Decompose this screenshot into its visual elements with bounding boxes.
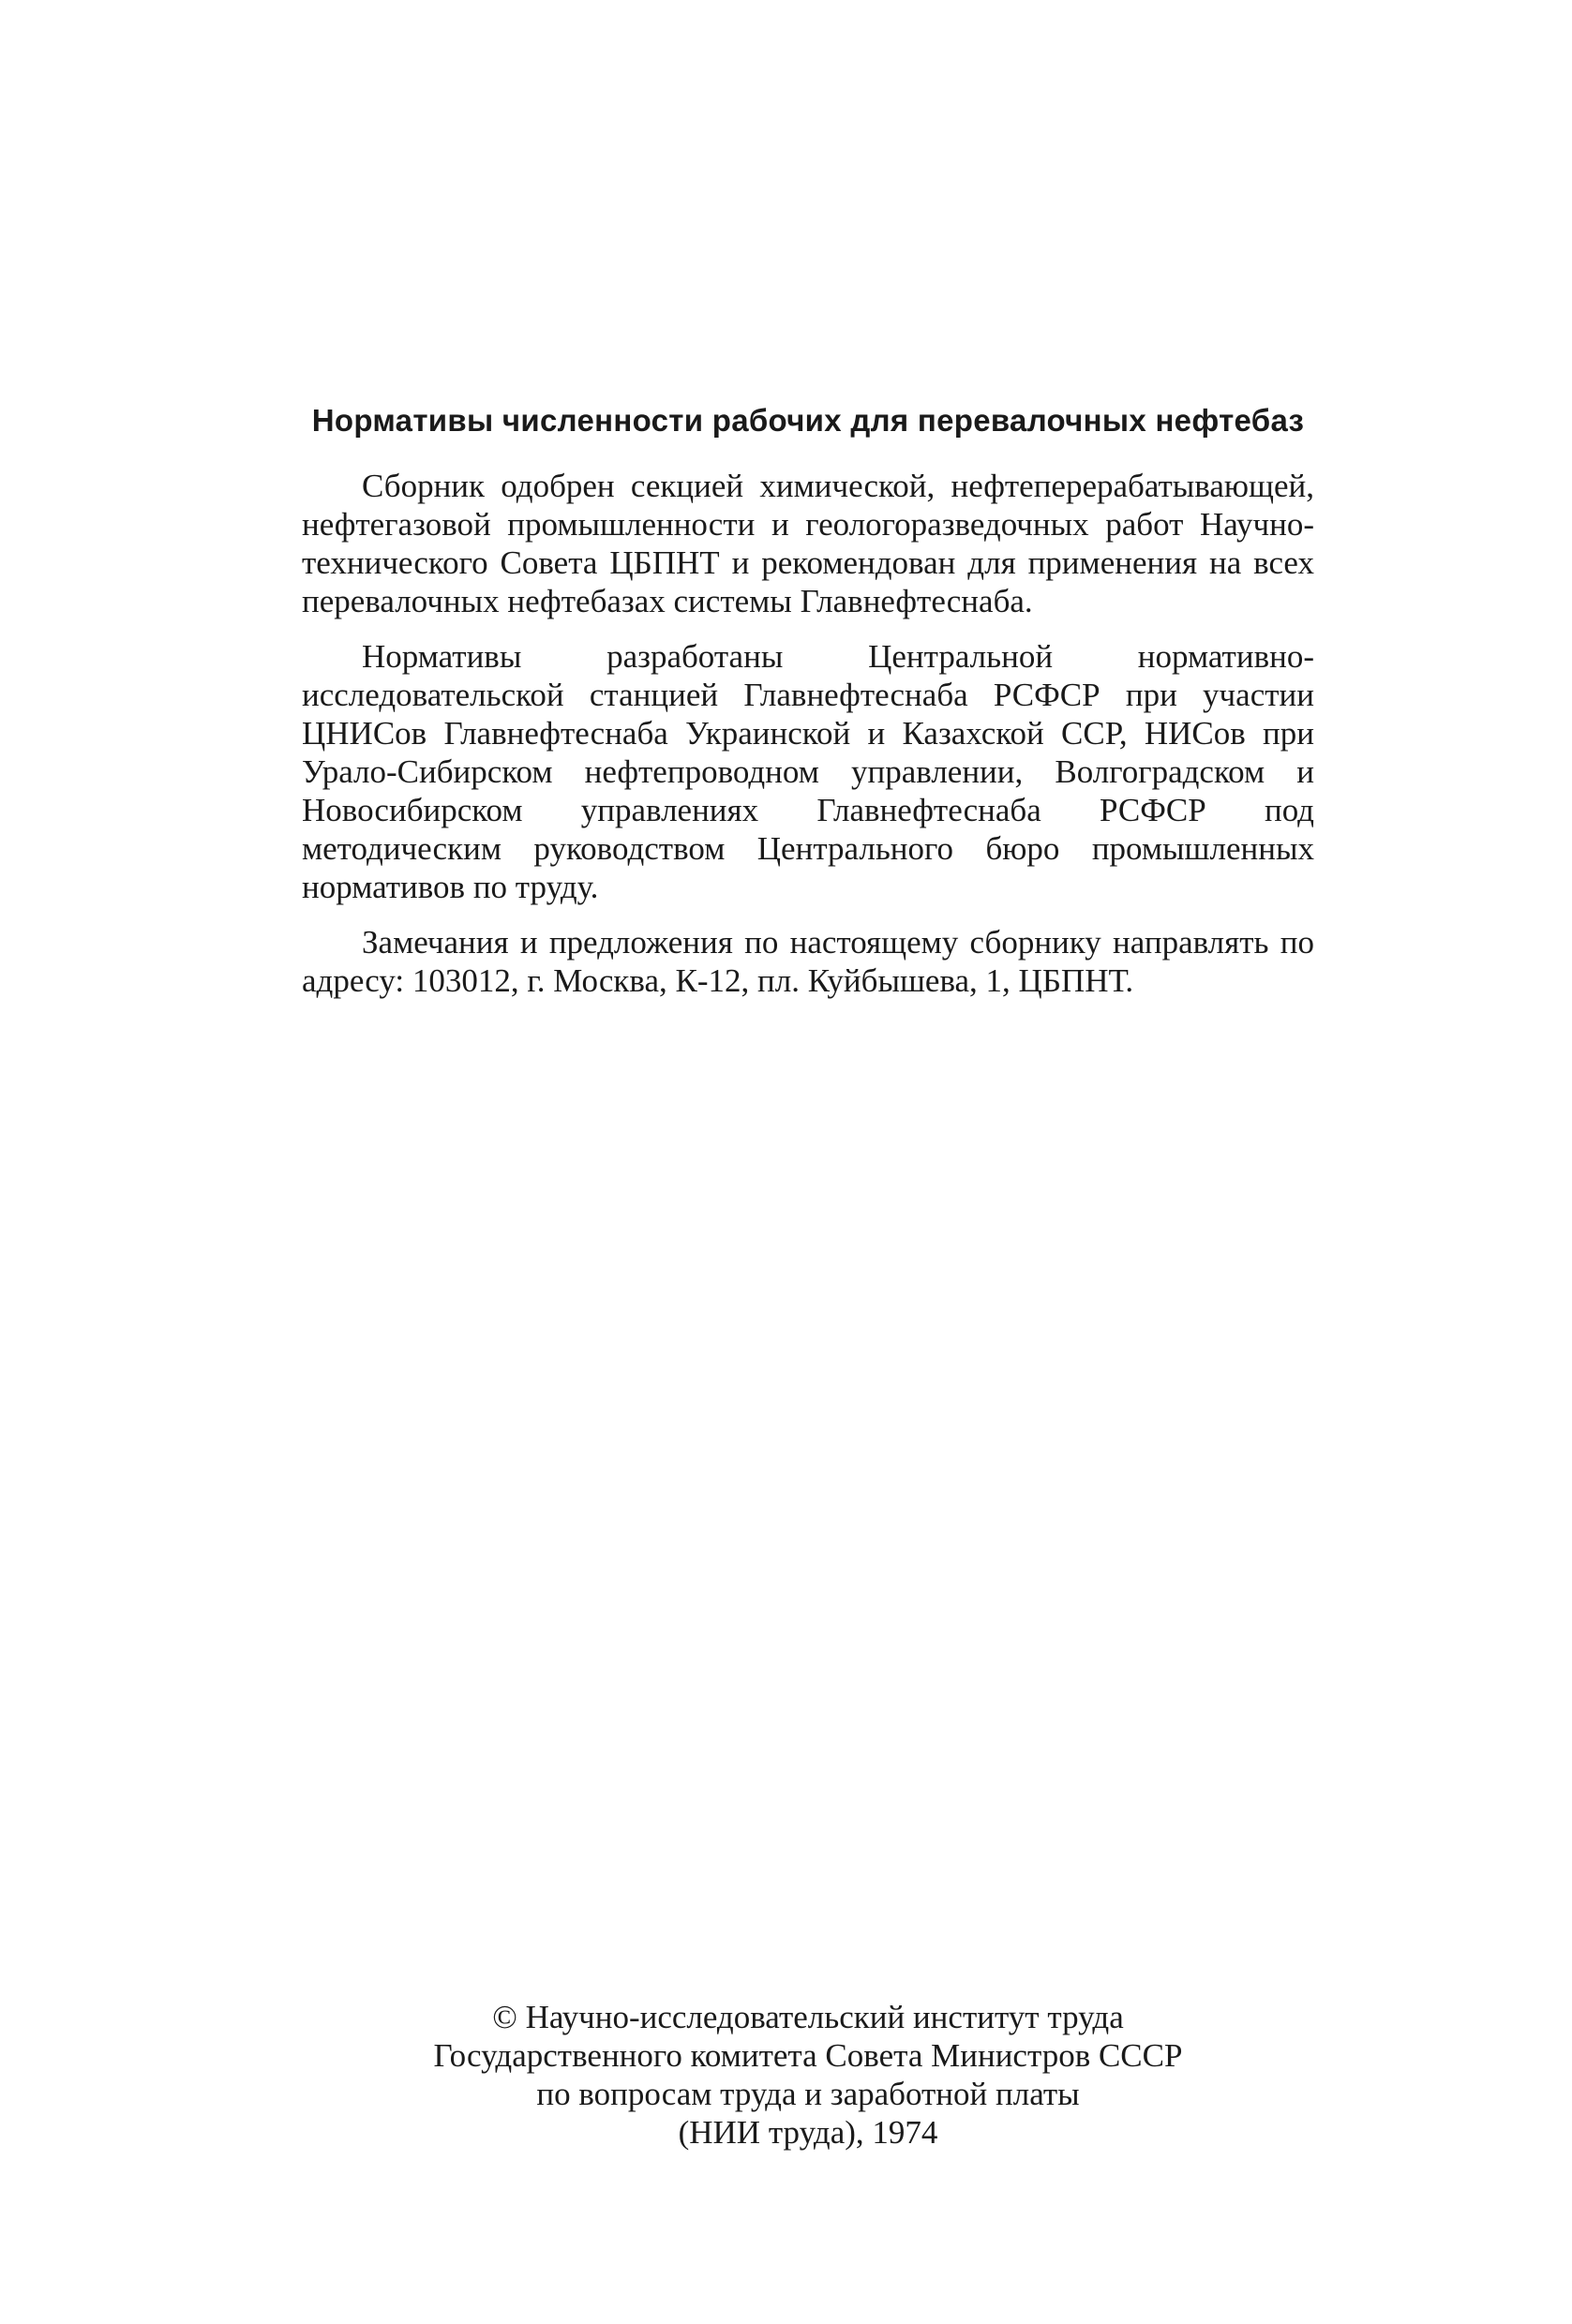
- copyright-line-1: © Научно-исследовательский институт труда: [492, 1999, 1124, 2035]
- paragraph-approval: Сборник одобрен секцией химической, нефтеперерабатывающей, нефтегазовой промышленности и геологоразведочных работ Научно-технического Совета ЦБПНТ и рекомендован для применения на всех перевалочных нефтебазах системы Главнефтеснаба.: [302, 468, 1314, 619]
- copyright-line-3: по вопросам труда и заработной платы: [536, 2076, 1080, 2112]
- document-title: Нормативы численности рабочих для перевалочных нефтебаз: [311, 403, 1305, 438]
- paragraph-feedback-address: Замечания и предложения по настоящему сборнику направлять по адресу: 103012, г. Москва, К-12, пл. Куйбышева, 1, ЦБПНТ.: [302, 924, 1314, 999]
- main-content: [302, 403, 1314, 1000]
- copyright-line-2: Государственного комитета Совета Министров СССР: [433, 2037, 1183, 2074]
- paragraph-developers: Нормативы разработаны Центральной нормативно-исследовательской станцией Главнефтеснаба РСФСР при участии ЦНИСов Главнефтеснаба Украинской и Казахской ССР, НИСов при Урало-Сибирском нефтепроводном управлении, Волгоградском и Новосибирском управлениях Главнефтеснаба РСФСР под методическим руководством Центрального бюро промышленных нормативов по труду.: [302, 638, 1314, 905]
- copyright-line-4: (НИИ труда), 1974: [678, 2114, 938, 2151]
- copyright-notice: [302, 1998, 1314, 2152]
